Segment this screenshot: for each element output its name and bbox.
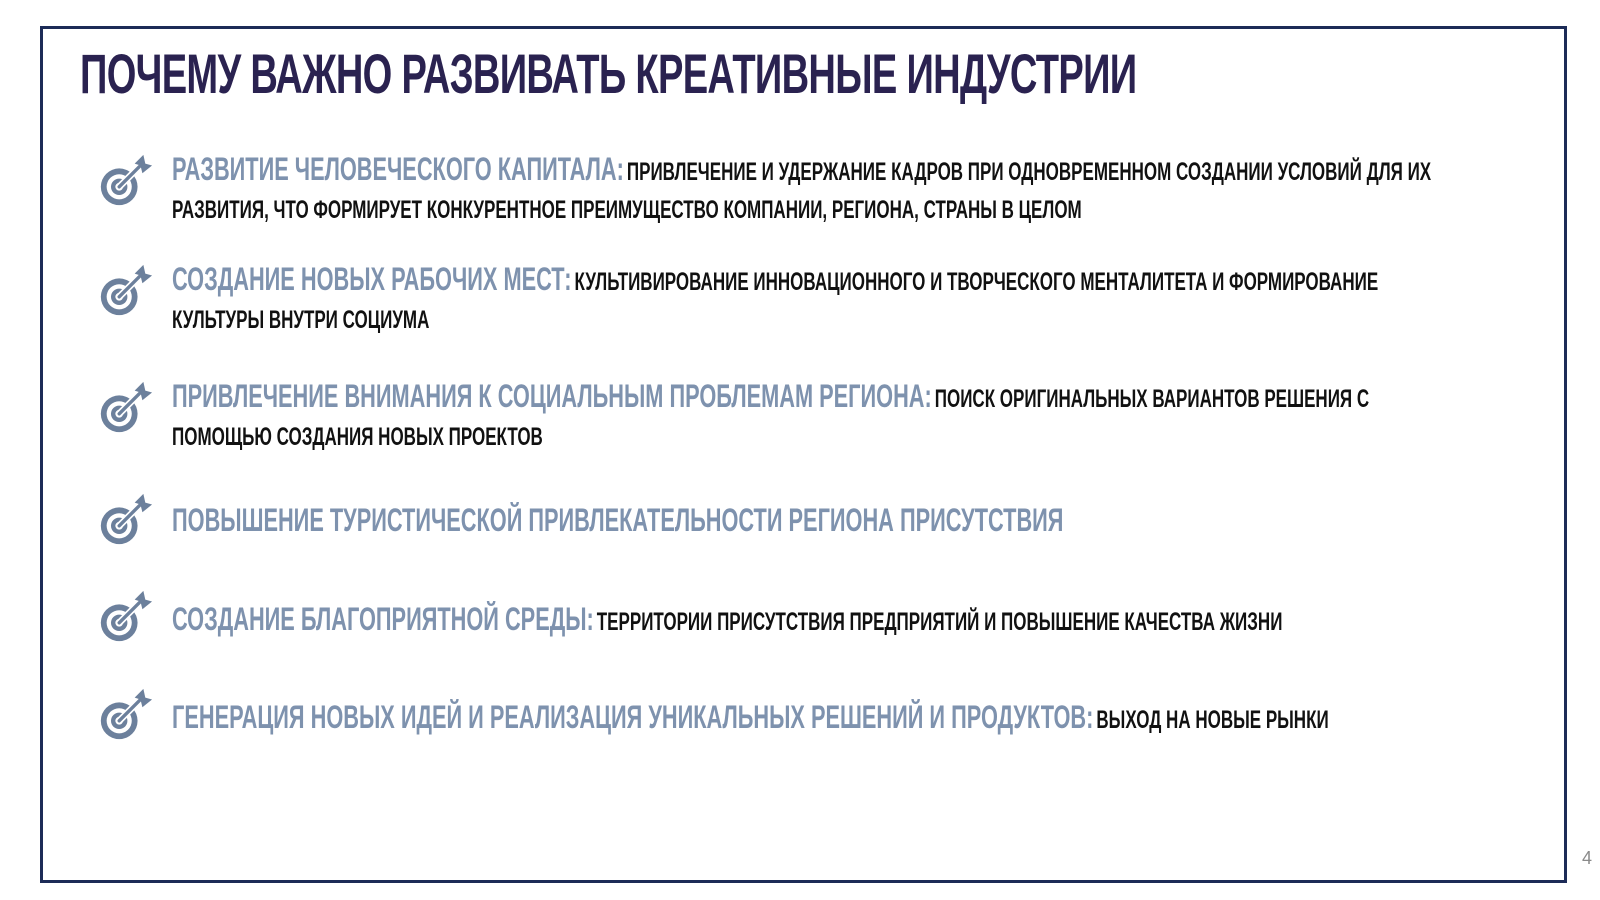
item-heading: СОЗДАНИЕ БЛАГОПРИЯТНОЙ СРЕДЫ: [172, 601, 594, 637]
target-icon [96, 588, 154, 646]
item-text [172, 152, 1464, 231]
item-text [172, 379, 1464, 458]
item-body: ВЫХОД НА НОВЫЕ РЫНКИ [1096, 706, 1329, 734]
item-text [172, 700, 1464, 741]
page-number: 4 [1581, 848, 1592, 868]
item-text [172, 602, 1464, 643]
item-text [172, 262, 1464, 341]
item-heading: ГЕНЕРАЦИЯ НОВЫХ ИДЕЙ И РЕАЛИЗАЦИЯ УНИКАЛЬНЫХ РЕШЕНИЙ И ПРОДУКТОВ: [172, 699, 1094, 735]
target-icon [96, 686, 154, 744]
item-heading: СОЗДАНИЕ НОВЫХ РАБОЧИХ МЕСТ: [172, 261, 572, 297]
item-text [172, 503, 1464, 544]
item-heading: ПОВЫШЕНИЕ ТУРИСТИЧЕСКОЙ ПРИВЛЕКАТЕЛЬНОСТИ РЕГИОНА ПРИСУТСТВИЯ [172, 502, 1064, 538]
item-body: ПРИВЛЕЧЕНИЕ И УДЕРЖАНИЕ КАДРОВ ПРИ ОДНОВРЕМЕННОМ СОЗДАНИИ УСЛОВИЙ ДЛЯ ИХ РАЗВИТИЯ, ЧТО ФОРМИРУЕТ КОНКУРЕНТНОЕ ПРЕИМУЩЕСТВО КОМПАНИИ, РЕГИОНА, СТРАНЫ В ЦЕЛОМ [172, 158, 1432, 224]
target-icon [96, 152, 154, 210]
target-icon [96, 379, 154, 437]
slide-title: ПОЧЕМУ ВАЖНО РАЗВИВАТЬ КРЕАТИВНЫЕ ИНДУСТРИИ [80, 42, 1137, 105]
item-heading: ПРИВЛЕЧЕНИЕ ВНИМАНИЯ К СОЦИАЛЬНЫМ ПРОБЛЕМАМ РЕГИОНА: [172, 378, 932, 414]
target-icon [96, 262, 154, 320]
item-heading: РАЗВИТИЕ ЧЕЛОВЕЧЕСКОГО КАПИТАЛА: [172, 151, 624, 187]
item-body: ПОИСК ОРИГИНАЛЬНЫХ ВАРИАНТОВ РЕШЕНИЯ С ПОМОЩЬЮ СОЗДАНИЯ НОВЫХ ПРОЕКТОВ [172, 385, 1370, 451]
item-body: ТЕРРИТОРИИ ПРИСУТСТВИЯ ПРЕДПРИЯТИЙ И ПОВЫШЕНИЕ КАЧЕСТВА ЖИЗНИ [596, 608, 1283, 636]
target-icon [96, 491, 154, 549]
item-body: КУЛЬТИВИРОВАНИЕ ИННОВАЦИОННОГО И ТВОРЧЕСКОГО МЕНТАЛИТЕТА И ФОРМИРОВАНИЕ КУЛЬТУРЫ ВНУТРИ СОЦИУМА [172, 268, 1379, 334]
